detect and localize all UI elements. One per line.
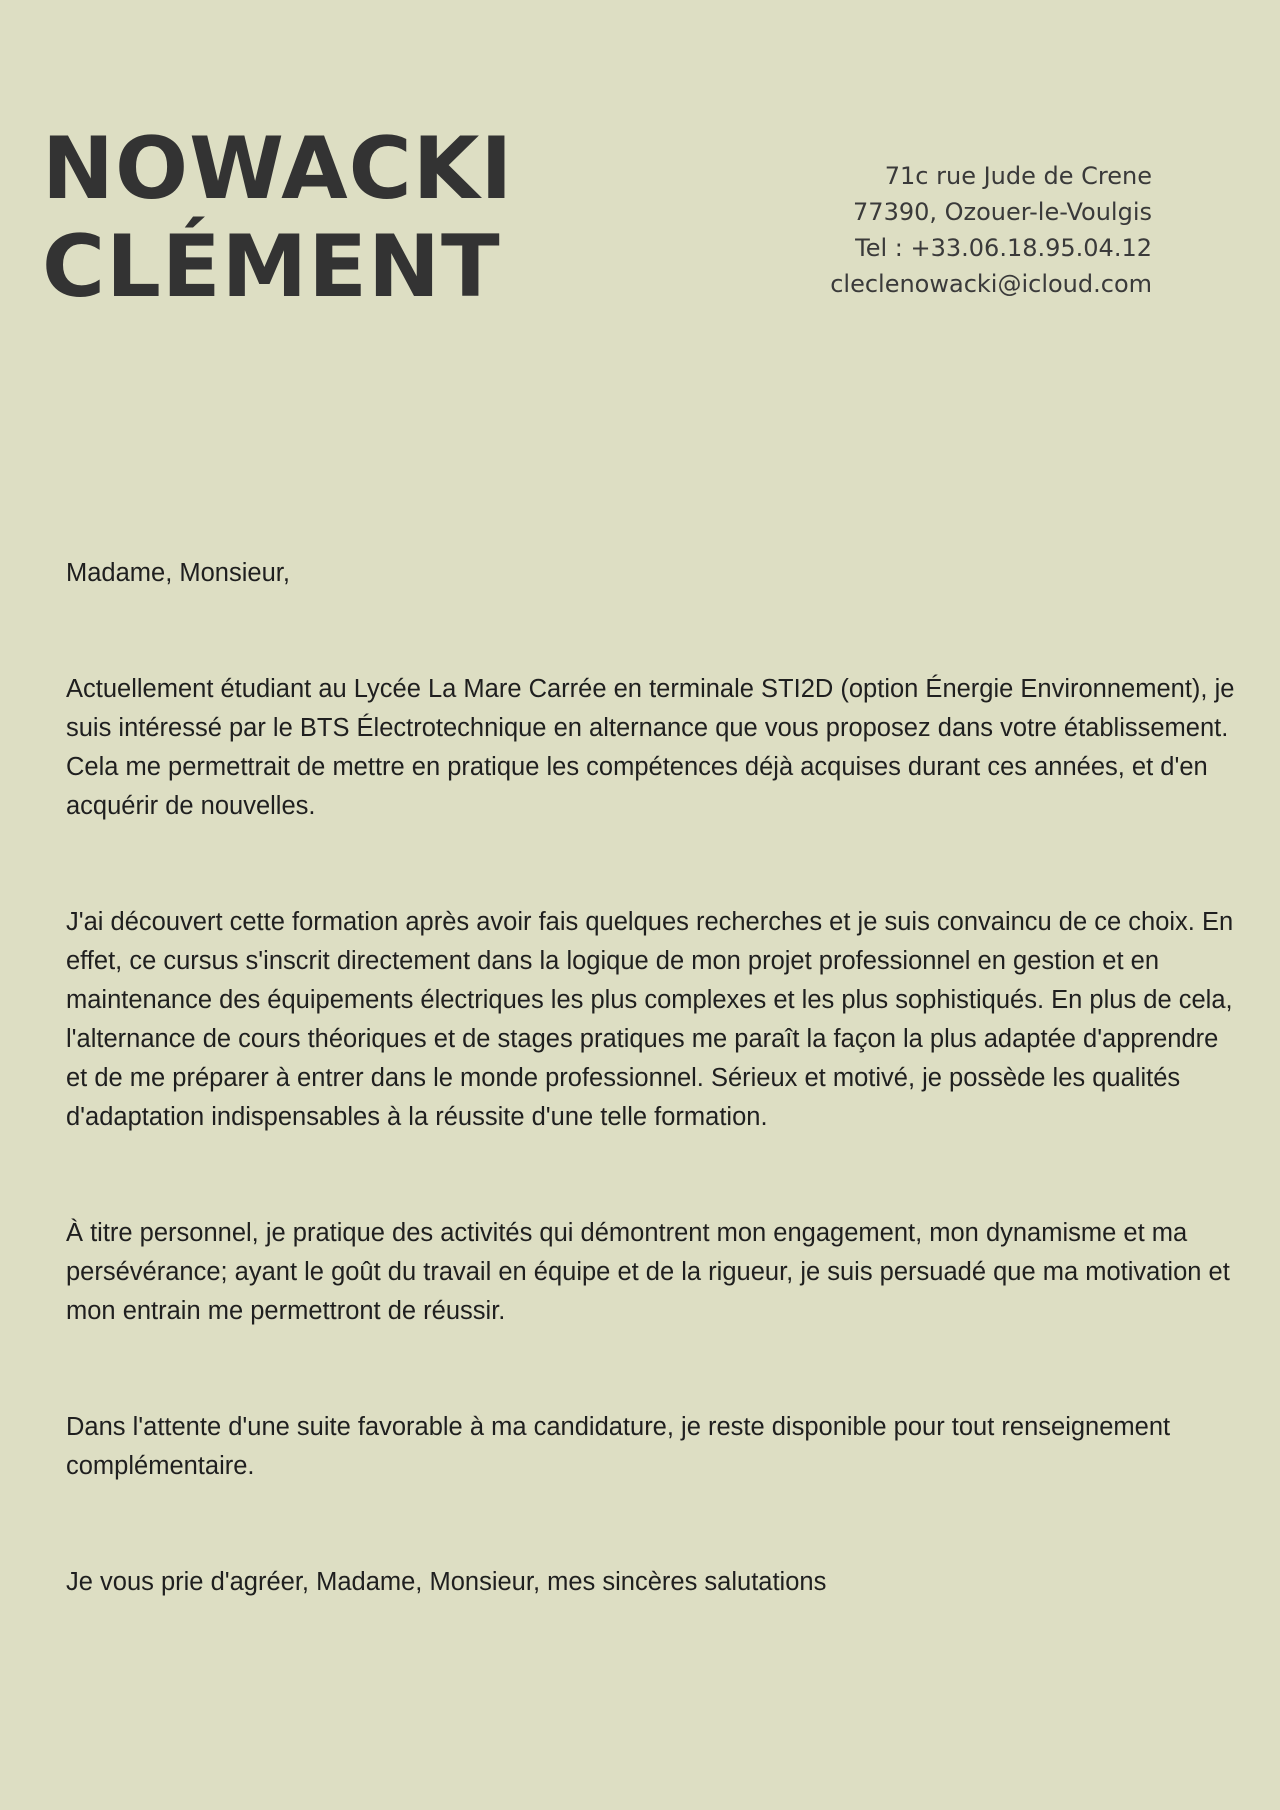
first-name: CLÉMENT xyxy=(42,217,501,317)
email-address: cleclenowacki@icloud.com xyxy=(830,270,1152,298)
last-name: NOWACKI xyxy=(42,119,514,219)
paragraph-personal: À titre personnel, je pratique des activités qui démontrent mon engagement, mon dynamisme et ma persévérance; ayant le goût du travail en équipe et de la rigueur, je suis persuadé que ma motivation et mon entrain me permettront de réussir. xyxy=(66,1219,1230,1325)
address-line-2: 77390, Ozouer-le-Voulgis xyxy=(853,198,1152,226)
paragraph-availability: Dans l'attente d'une suite favorable à ma candidature, je reste disponible pour tout renseignement complémentaire. xyxy=(66,1413,1171,1480)
contact-block xyxy=(812,158,1152,302)
closing: Je vous prie d'agréer, Madame, Monsieur, mes sincères salutations xyxy=(66,1568,827,1596)
salutation: Madame, Monsieur, xyxy=(66,559,290,587)
phone-number: Tel : +33.06.18.95.04.12 xyxy=(855,234,1152,262)
paragraph-intro: Actuellement étudiant au Lycée La Mare Carrée en terminale STI2D (option Énergie Environnement), je suis intéressé par le BTS Électrotechnique en alternance que vous proposez dans votre établissement. Cela me permettrait de mettre en pratique les compétences déjà acquises durant ces années, et d'en acquérir de nouvelles. xyxy=(66,675,1235,820)
letter-body xyxy=(66,554,1246,1679)
applicant-name xyxy=(42,120,513,316)
address-line-1: 71c rue Jude de Crene xyxy=(884,162,1152,190)
paragraph-motivation: J'ai découvert cette formation après avoir fais quelques recherches et je suis convaincu de ce choix. En effet, ce cursus s'inscrit directement dans la logique de mon projet professionnel en gestion et en maintenance des équipements électriques les plus complexes et les plus sophistiqués. En plus de cela, l'alternance de cours théoriques et de stages pratiques me paraît la façon la plus adaptée d'apprendre et de me préparer à entrer dans le monde professionnel. Sérieux et motivé, je possède les qualités d'adaptation indispensables à la réussite d'une telle formation. xyxy=(66,908,1234,1131)
